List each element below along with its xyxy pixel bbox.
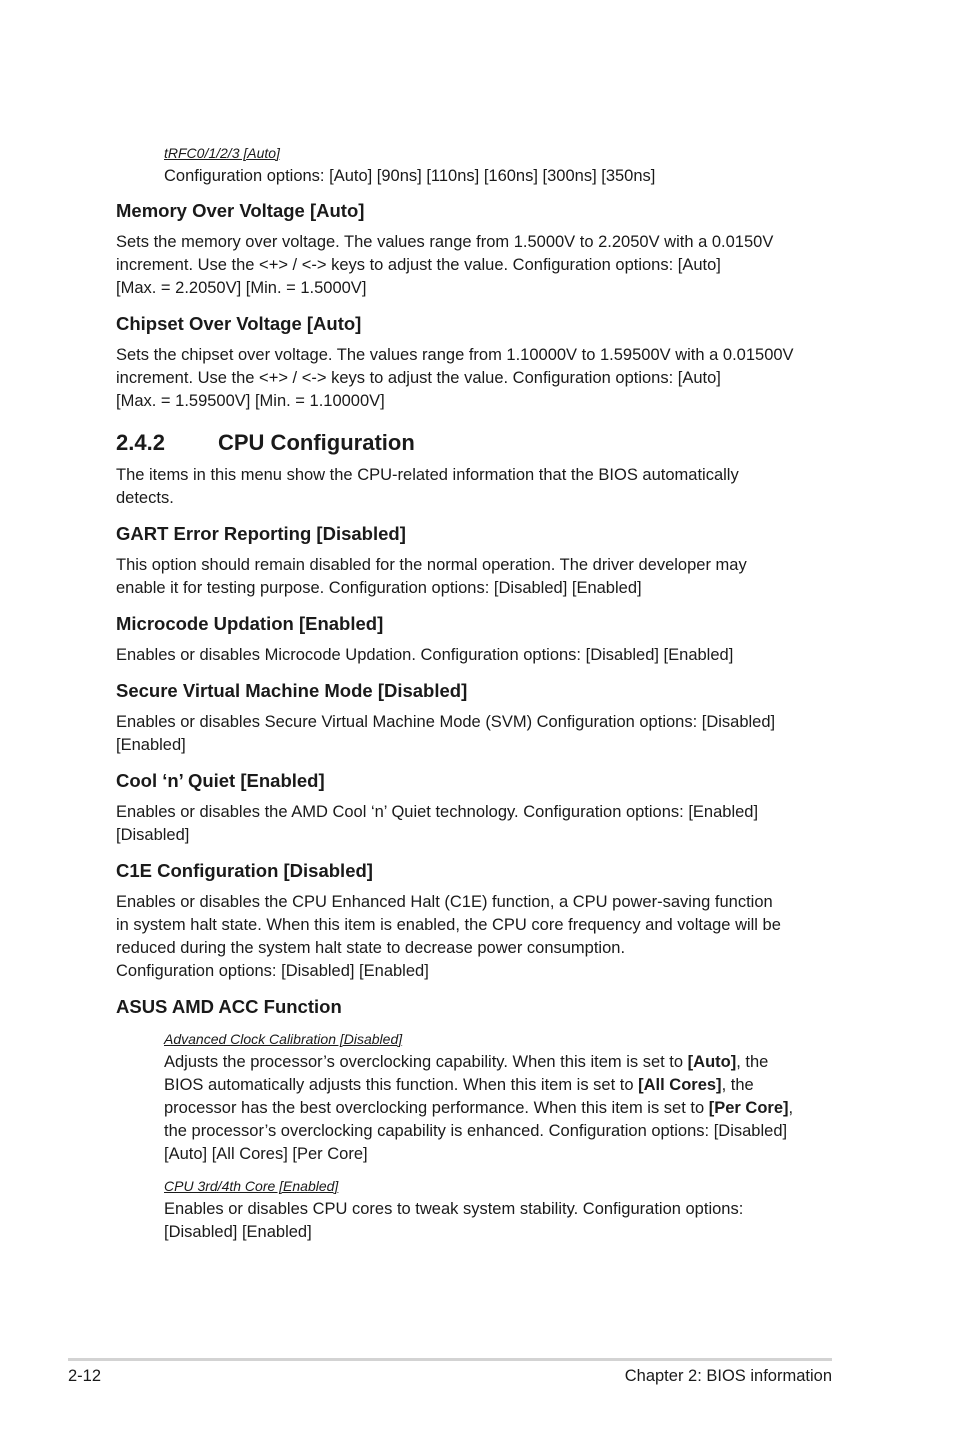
acc-heading: ASUS AMD ACC Function: [116, 996, 342, 1017]
page-content: [116, 145, 836, 1244]
c1e-line: Configuration options: [Disabled] [Enabled]: [116, 962, 429, 980]
memory-voltage-heading: Memory Over Voltage [Auto]: [116, 200, 365, 221]
cpu-core-item: [164, 1178, 836, 1244]
trfc-text: Configuration options: [Auto] [90ns] [110ns] [160ns] [300ns] [350ns]: [164, 167, 656, 185]
acc-calibration-label: Advanced Clock Calibration [Disabled]: [164, 1031, 403, 1047]
acc-calibration-item: [164, 1031, 836, 1166]
svm-line: [Enabled]: [116, 736, 186, 754]
gart-line: This option should remain disabled for the normal operation. The driver developer may: [116, 556, 747, 574]
section-number: 2.4.2: [116, 430, 165, 455]
gart-line: enable it for testing purpose. Configuration options: [Disabled] [Enabled]: [116, 579, 642, 597]
memory-voltage-line: [Max. = 2.2050V] [Min. = 1.5000V]: [116, 279, 367, 297]
chipset-voltage-heading: Chipset Over Voltage [Auto]: [116, 313, 362, 334]
acc-line: Adjusts the processor’s overclocking capability. When this item is set to [Auto], the: [164, 1053, 769, 1071]
gart-heading: GART Error Reporting [Disabled]: [116, 523, 406, 544]
microcode-section: [116, 612, 836, 667]
cpu-core-label: CPU 3rd/4th Core [Enabled]: [164, 1178, 339, 1194]
microcode-heading: Microcode Updation [Enabled]: [116, 613, 384, 634]
c1e-section: [116, 859, 836, 983]
trfc-label: tRFC0/1/2/3 [Auto]: [164, 145, 280, 161]
cool-n-quiet-heading: Cool ‘n’ Quiet [Enabled]: [116, 770, 325, 791]
gart-section: [116, 522, 836, 600]
section-title: CPU Configuration: [218, 430, 415, 455]
cpu-configuration-section: [116, 429, 836, 510]
acc-line: [Auto] [All Cores] [Per Core]: [164, 1145, 368, 1163]
acc-line: processor has the best overclocking performance. When this item is set to [Per Core],: [164, 1099, 794, 1117]
chipset-voltage-section: [116, 312, 836, 413]
cool-n-quiet-line: Enables or disables the AMD Cool ‘n’ Quiet technology. Configuration options: [Enabled]: [116, 803, 759, 821]
chipset-voltage-line: Sets the chipset over voltage. The values range from 1.10000V to 1.59500V with a 0.01500V: [116, 346, 794, 364]
c1e-line: Enables or disables the CPU Enhanced Halt (C1E) function, a CPU power-saving function: [116, 893, 773, 911]
cpu-core-line: [Disabled] [Enabled]: [164, 1223, 312, 1241]
cool-n-quiet-line: [Disabled]: [116, 826, 190, 844]
footer-divider: [68, 1358, 832, 1361]
acc-line: the processor’s overclocking capability is enhanced. Configuration options: [Disabled]: [164, 1122, 788, 1140]
c1e-heading: C1E Configuration [Disabled]: [116, 860, 373, 881]
section-heading: [116, 429, 836, 457]
svm-line: Enables or disables Secure Virtual Machine Mode (SVM) Configuration options: [Disabled]: [116, 713, 776, 731]
chipset-voltage-line: increment. Use the <+> / <-> keys to adjust the value. Configuration options: [Auto]: [116, 369, 721, 387]
cool-n-quiet-section: [116, 769, 836, 847]
acc-section: [116, 995, 836, 1244]
acc-line: BIOS automatically adjusts this function. When this item is set to [All Cores], the: [164, 1076, 754, 1094]
chipset-voltage-line: [Max. = 1.59500V] [Min. = 1.10000V]: [116, 392, 385, 410]
page-number: 2-12: [68, 1367, 102, 1385]
section-intro-line: The items in this menu show the CPU-related information that the BIOS automatically: [116, 466, 739, 484]
memory-voltage-line: increment. Use the <+> / <-> keys to adjust the value. Configuration options: [Auto]: [116, 256, 721, 274]
c1e-line: in system halt state. When this item is enabled, the CPU core frequency and voltage will be: [116, 916, 781, 934]
c1e-line: reduced during the system halt state to decrease power consumption.: [116, 939, 626, 957]
trfc-item: [164, 145, 836, 188]
memory-voltage-section: [116, 199, 836, 300]
section-intro-line: detects.: [116, 489, 174, 507]
memory-voltage-line: Sets the memory over voltage. The values range from 1.5000V to 2.2050V with a 0.0150V: [116, 233, 774, 251]
microcode-line: Enables or disables Microcode Updation. Configuration options: [Disabled] [Enabled]: [116, 646, 734, 664]
svm-heading: Secure Virtual Machine Mode [Disabled]: [116, 680, 468, 701]
cpu-core-line: Enables or disables CPU cores to tweak system stability. Configuration options:: [164, 1200, 744, 1218]
chapter-title: Chapter 2: BIOS information: [624, 1367, 832, 1385]
svm-section: [116, 679, 836, 757]
